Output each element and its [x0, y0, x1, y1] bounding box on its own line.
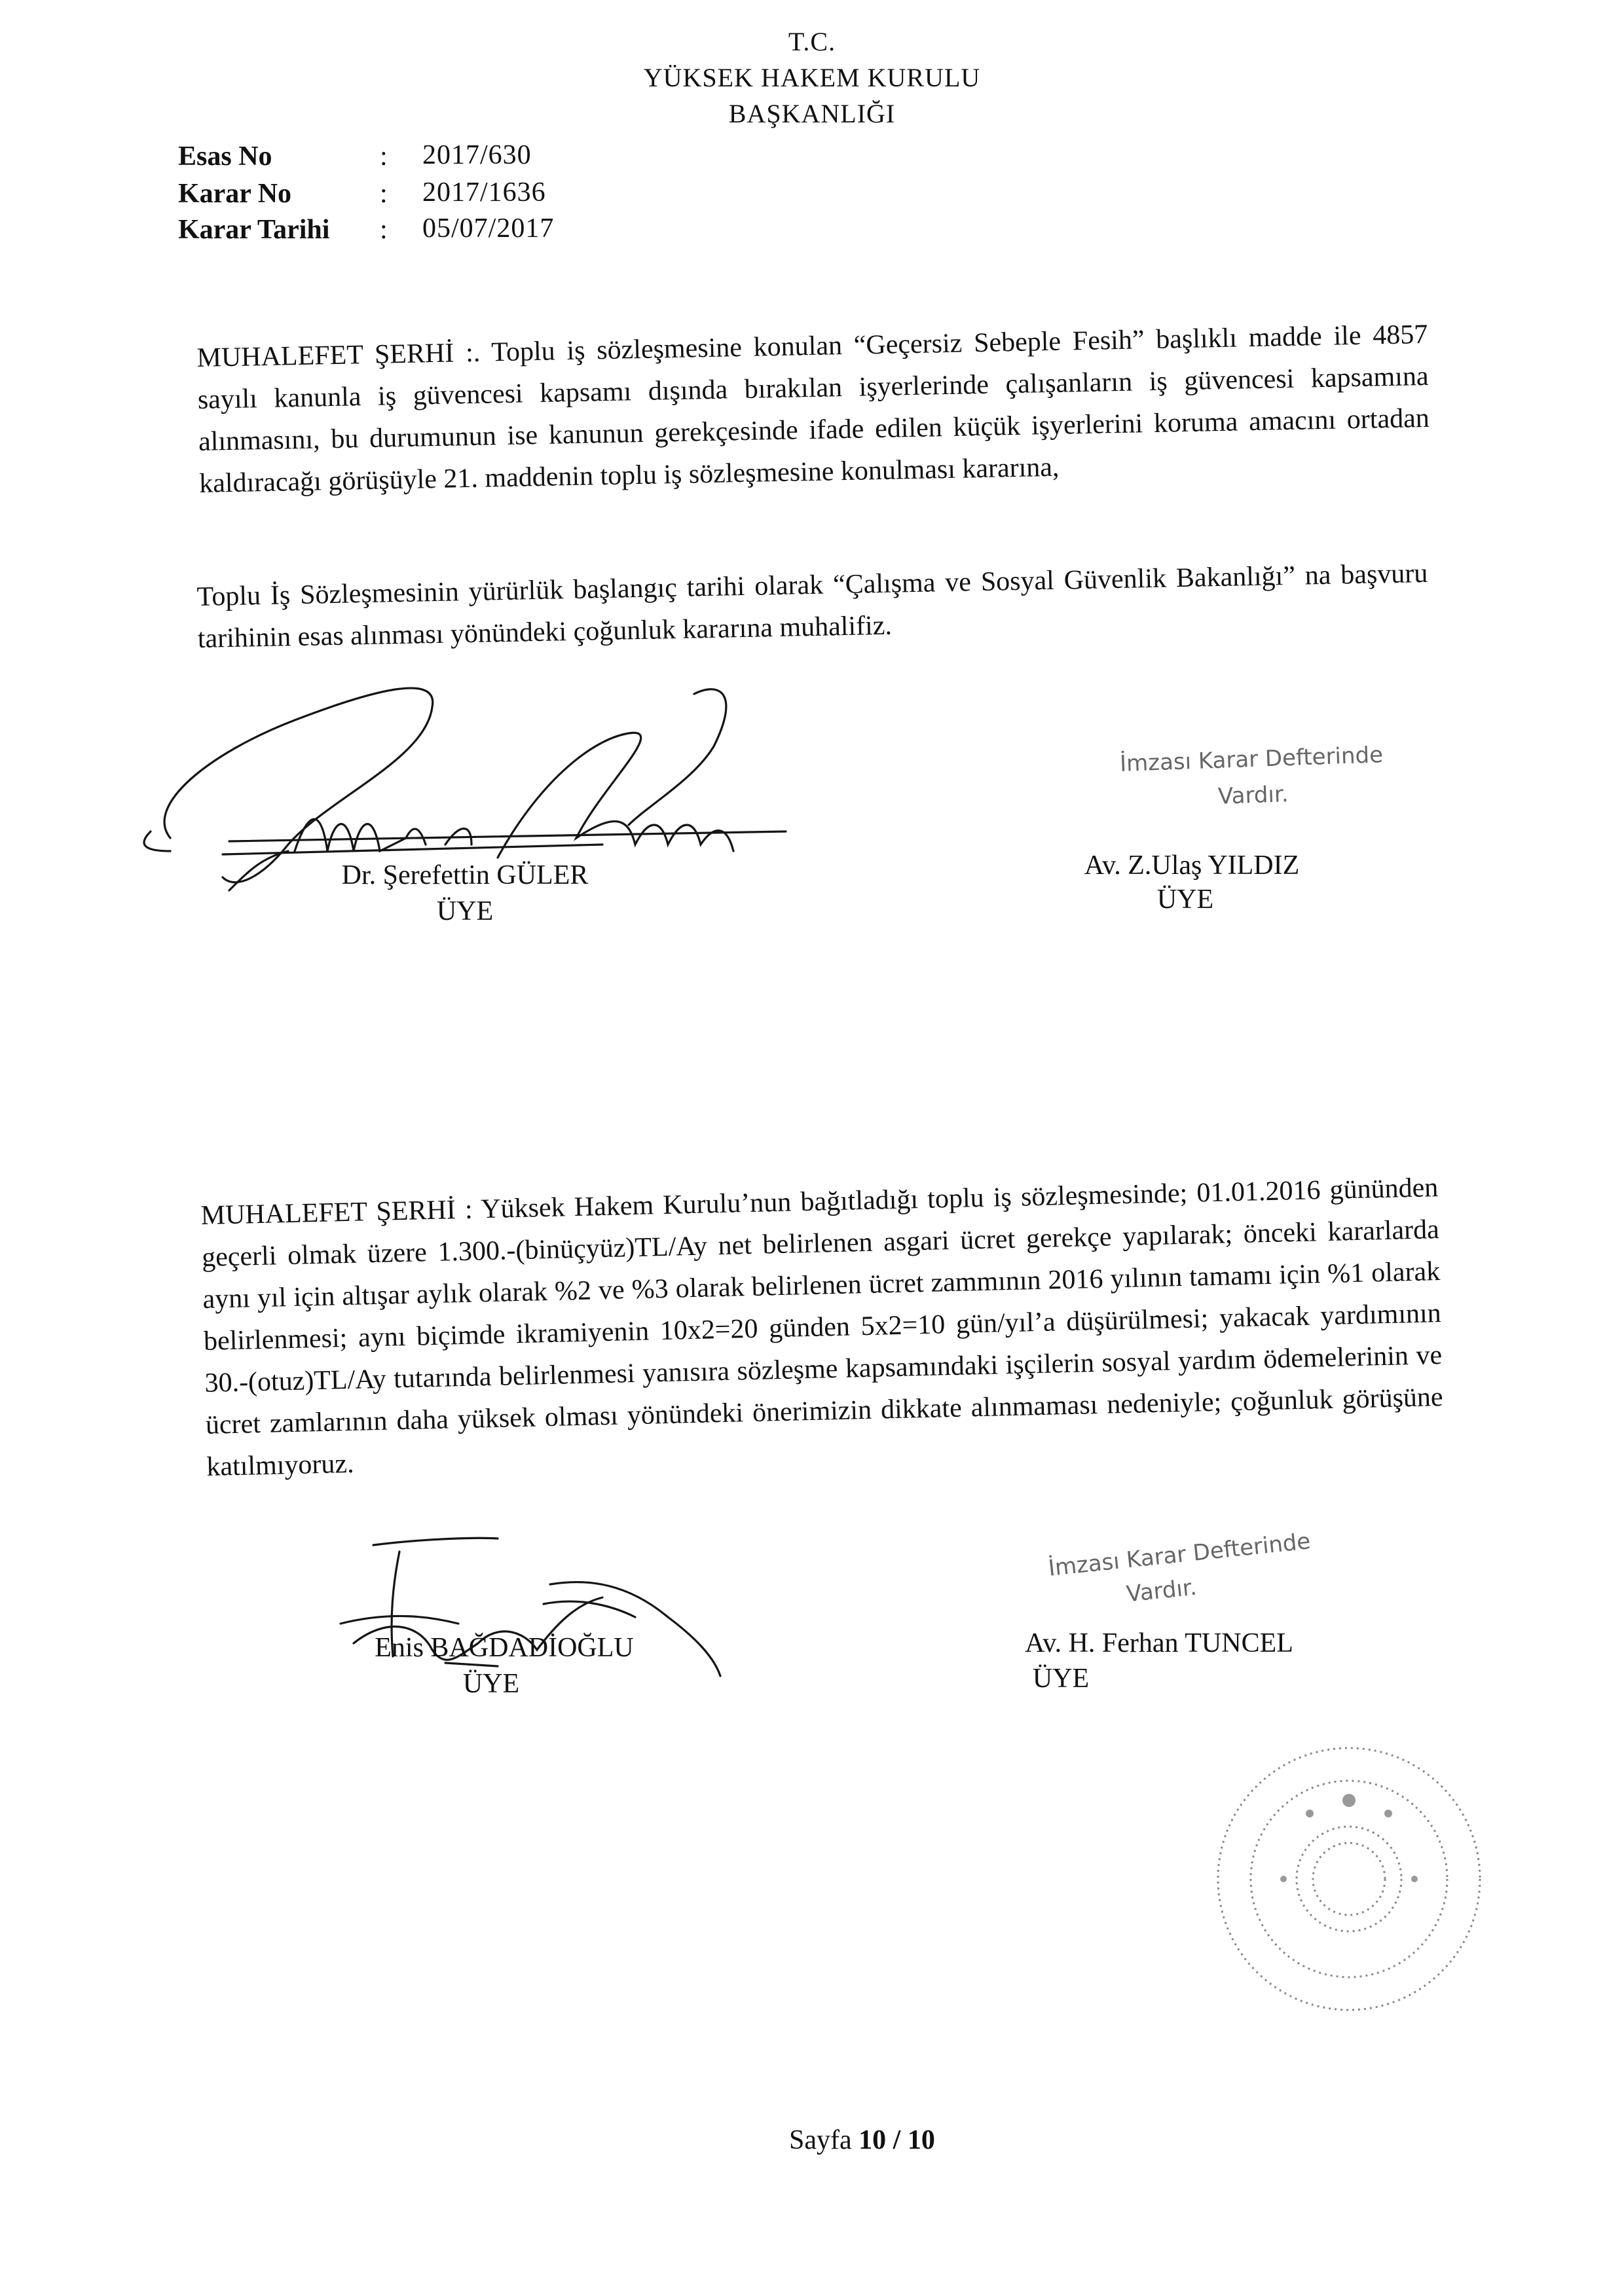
page-label: Sayfa — [789, 2125, 852, 2155]
signer-2-title: ÜYE — [1156, 884, 1214, 915]
signature-stamp-tuncel-line1: İmzası Karar Defterinde — [1047, 1528, 1312, 1582]
karar-tarihi-colon: : — [380, 215, 388, 245]
karar-no-label: Karar No — [178, 179, 292, 209]
dissent-1-paragraph: MUHALEFET ŞERHİ :. Toplu iş sözleşmesine konulan “Geçersiz Sebeple Fesih” başlıklı madde ile 4857 sayılı kanunla iş güvencesi kapsamı dışında bırakılan işyerlerinde çalışanların iş güvencesi kapsamına alınmasını, bu durumunun ise kanunun gerekçesinde ifade edilen küçük işyerlerini koruma amacını ortadan kaldıracağı görüşüyle 21. maddenin toplu iş sözleşmesine konulması kararına, — [196, 319, 1430, 499]
signer-4-name: Av. H. Ferhan TUNCEL — [1025, 1628, 1293, 1658]
karar-tarihi-label: Karar Tarihi — [178, 215, 330, 245]
karar-tarihi-value: 05/07/2017 — [422, 213, 555, 244]
page-total: 10 — [907, 2125, 935, 2155]
page-separator: / — [893, 2125, 901, 2155]
page-current: 10 — [858, 2125, 887, 2155]
header-presidency: BAŞKANLIĞI — [728, 99, 896, 128]
esas-no-value: 2017/630 — [422, 140, 532, 170]
dissent-1-paragraph-2: Toplu İş Sözleşmesinin yürürlük başlangıç tarihi olarak “Çalışma ve Sosyal Güvenlik Bakanlığı” na başvuru tarihinin esas alınması yönündeki çoğunluk kararına muhalifiz. — [196, 558, 1428, 654]
header-tc: T.C. — [788, 27, 836, 56]
signature-stamp-yildiz-line1: İmzası Karar Defterinde — [1119, 741, 1384, 778]
signer-1-title: ÜYE — [436, 896, 494, 926]
esas-no-label: Esas No — [178, 141, 272, 172]
signer-4-title: ÜYE — [1032, 1664, 1090, 1694]
karar-no-value: 2017/1636 — [422, 177, 546, 208]
header-institution: YÜKSEK HAKEM KURULU — [643, 63, 981, 92]
signer-3-name: Enis BAĞDADİOĞLU — [375, 1633, 634, 1663]
official-seal-icon — [1205, 1735, 1493, 2023]
signer-2-name: Av. Z.Ulaş YILDIZ — [1084, 850, 1300, 881]
signature-stamp-yildiz-line2: Vardır. — [1217, 781, 1289, 810]
karar-no-colon: : — [380, 179, 388, 209]
page-indicator — [789, 2124, 935, 2156]
esas-no-colon: : — [380, 141, 388, 172]
dissent-2-paragraph: MUHALEFET ŞERHİ : Yüksek Hakem Kurulu’nun bağıtladığı toplu iş sözleşmesinde; 01.01.2016 gününden geçerli olmak üzere 1.300.-(binüçyüz)TL/Ay net belirlenen asgari ücret gerekçe yapılarak; önceki kararlarda aynı yıl için altışar aylık olarak %2 ve %3 olarak belirlenen ücret zammının 2016 yılının tamamı için %1 olarak belirlenmesi; aynı biçimde ikramiyenin 10x2=20 günden 5x2=10 gün/yıl’a düşürülmesi; yakacak yardımının 30.-(otuz)TL/Ay tutarında belirlenmesi yanısıra sözleşme kapsamındaki işçilerin sosyal yardım ödemelerinin ve ücret zamlarının daha yüksek olması yönündeki önerimizin dikkate alınmaması nedeniyle; çoğunluk görüşüne katılmıyoruz. — [200, 1173, 1444, 1482]
signature-stamp-tuncel-line2: Vardır. — [1125, 1574, 1198, 1608]
signer-3-title: ÜYE — [462, 1669, 520, 1699]
signer-1-name: Dr. Şerefettin GÜLER — [341, 860, 589, 890]
